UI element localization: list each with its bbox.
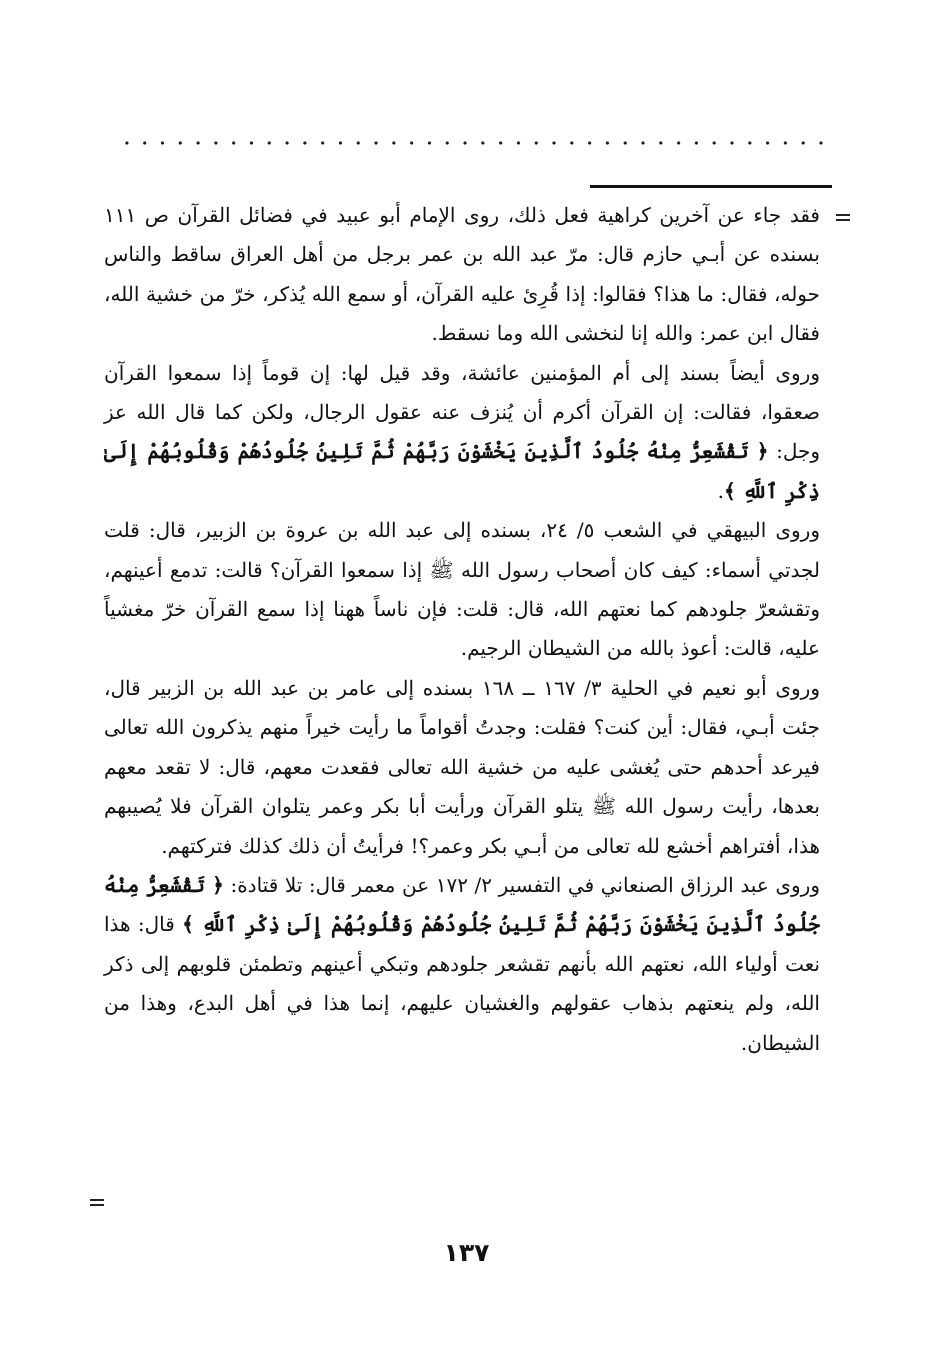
paragraph-text: وروى عبد الرزاق الصنعاني في التفسير ٢/ ١٧٢ عن معمر قال: تلا قتادة: (230, 872, 820, 897)
paragraph-1 (104, 196, 820, 354)
continuation-mark-top (836, 214, 850, 221)
paragraph-after: قال: هذا نعت أولياء الله، نعتهم الله بأنهم تقشعر جلودهم وتبكي أعينهم وتطمئن قلوبهم إلى ذكر الله، ولم ينعتهم بذهاب عقولهم والغشيان عليهم، إنما هذا في أهل البدع، وهذا من الشيطان. (104, 912, 820, 1055)
quran-verse: ﴿ تَقْشَعِرُّ مِنْهُ جُلُودُ ٱلَّذِينَ يَخْشَوْنَ رَبَّهُمْ ثُمَّ تَلِينُ جُلُودُهُمْ وَقُلُوبُهُمْ إِلَىٰ ذِكْرِ ٱللَّهِ ﴾ (104, 439, 820, 503)
paragraph-text: وروى البيهقي في الشعب ٥/ ٢٤، بسنده إلى عبد الله بن عروة بن الزبير، قال: قلت لجدتي أسماء: كيف كان أصحاب رسول الله ﷺ إذا سمعوا القرآن؟ قالت: تدمع أعينهم، وتقشعرّ جلودهم كما نعتهم الله، قال: قلت: فإن ناساً ههنا إذا سمع القرآن خرّ مغشياً عليه، قالت: أعوذ بالله من الشيطان الرجيم. (104, 518, 820, 661)
page-number: ١٣٧ (443, 1238, 490, 1267)
continuation-mark-bottom (90, 1199, 104, 1206)
paragraph-3 (104, 511, 820, 669)
paragraph-text: وروى أبو نعيم في الحلية ٣/ ١٦٧ ــ ١٦٨ بسنده إلى عامر بن عبد الله بن الزبير قال، جئت أبـي، فقال: أين كنت؟ فقلت: وجدتُ أقواماً ما رأيت خيراً منهم يذكرون الله تعالى فيرعد أحدهم حتى يُغشى عليه من خشية الله تعالى فقعدت معهم، قال: لا تقعد معهم بعدها، رأيت رسول الله ﷺ يتلو القرآن ورأيت أبا بكر وعمر يتلوان القرآن فلا يُصيبهم هذا، أفتراهم أخشع لله تعالى من أبـي بكر وعمر؟! فرأيتُ أن ذلك كذلك فتركتهم. (104, 675, 820, 858)
quran-verse: ﴿ تَقْشَعِرُّ مِنْهُ جُلُودُ ٱلَّذِينَ يَخْشَوْنَ رَبَّهُمْ ثُمَّ تَلِينُ جُلُودُهُمْ وَقُلُوبُهُمْ إِلَىٰ ذِكْرِ ٱللَّهِ ﴾ (104, 872, 821, 937)
dotted-separator (118, 140, 830, 146)
paragraph-text: فقد جاء عن آخرين كراهية فعل ذلك، روى الإمام أبو عبيد في فضائل القرآن ص ١١١ بسنده عن أبـي حازم قال: مرّ عبد الله بن عمر برجل من أهل العراق ساقط والناس حوله، فقال: ما هذا؟ فقالوا: إذا قُرِئ عليه القرآن، أو سمع الله يُذكر، خرّ من خشية الله، فقال ابن عمر: والله إنا لنخشى الله وما نسقط. (104, 203, 821, 346)
footnote-rule (590, 185, 832, 188)
footnote-body (104, 196, 820, 1063)
paragraph-after: . (717, 478, 725, 503)
paragraph-text: وروى أيضاً بسند إلى أم المؤمنين عائشة، وقد قيل لها: إن قوماً إذا سمعوا القرآن صعقوا، فقالت: إن القرآن أكرم أن يُنزف عنه عقول الرجال، ولكن كما قال الله عز وجل: (104, 360, 821, 464)
paragraph-2 (104, 354, 820, 512)
paragraph-4 (104, 669, 820, 866)
paragraph-5 (104, 866, 820, 1063)
